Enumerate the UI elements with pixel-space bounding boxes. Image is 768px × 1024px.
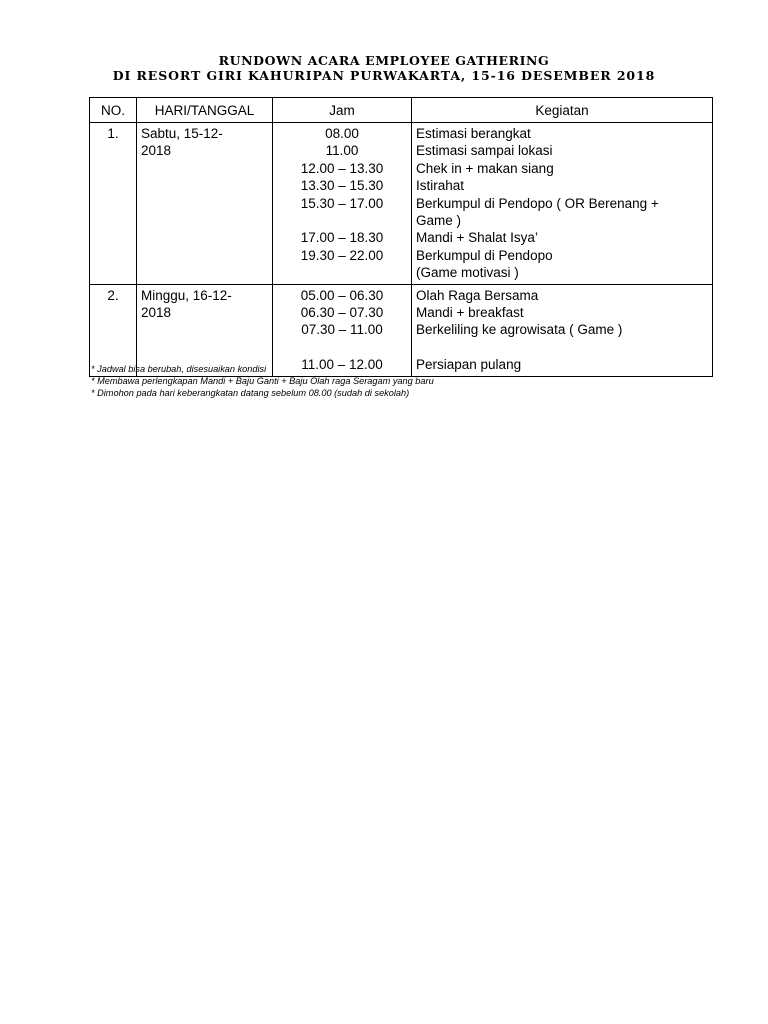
row-kegiatan xyxy=(412,123,713,285)
footnote: * Jadwal bisa berubah, disesuaikan kondisi xyxy=(91,364,267,374)
header-kegiatan: Kegiatan xyxy=(412,98,713,123)
jam-line xyxy=(277,264,407,281)
kegiatan-line: Berkumpul di Pendopo xyxy=(416,247,553,263)
kegiatan-line: Istirahat xyxy=(416,178,465,194)
kegiatan-line: Persiapan pulang xyxy=(416,357,522,373)
row-number: 1. xyxy=(90,123,137,285)
jam-line: 05.00 – 06.30 xyxy=(300,287,384,303)
kegiatan-line: Berkeliling ke agrowisata ( Game ) xyxy=(416,322,623,338)
kegiatan-line: Mandi + Shalat Isya’ xyxy=(416,230,538,246)
row-number: 2. xyxy=(90,284,137,376)
day-line: Minggu, 16-12- xyxy=(141,287,232,303)
footnote: * Membawa perlengkapan Mandi + Baju Ganti + Baju Olah raga Seragam yang baru xyxy=(91,375,434,386)
kegiatan-line: Mandi + breakfast xyxy=(416,305,524,321)
jam-line: 15.30 – 17.00 xyxy=(300,195,384,211)
kegiatan-line: Estimasi berangkat xyxy=(416,126,531,141)
kegiatan-line: Game ) xyxy=(416,213,462,229)
header-no: NO. xyxy=(90,98,137,123)
row-kegiatan xyxy=(412,284,713,376)
jam-line: 12.00 – 13.30 xyxy=(300,160,384,176)
document-title: RUNDOWN ACARA EMPLOYEE GATHERING xyxy=(218,53,550,68)
header-jam: Jam xyxy=(273,98,412,123)
footnote: * Dimohon pada hari keberangkatan datang sebelum 08.00 (sudah di sekolah) xyxy=(91,387,410,398)
row-day xyxy=(137,284,273,376)
table-header-row xyxy=(90,98,713,123)
footnotes xyxy=(91,364,434,399)
kegiatan-line: Olah Raga Bersama xyxy=(416,287,539,303)
jam-line: 17.00 – 18.30 xyxy=(300,230,384,246)
table-row xyxy=(90,123,713,285)
jam-line: 06.30 – 07.30 xyxy=(300,305,384,321)
table-row xyxy=(90,284,713,376)
document-subtitle: DI RESORT GIRI KAHURIPAN PURWAKARTA, 15-16 DESEMBER 2018 xyxy=(112,68,656,83)
jam-line: 13.30 – 15.30 xyxy=(300,178,384,194)
day-line: 2018 xyxy=(141,305,172,321)
day-line: Sabtu, 15-12- xyxy=(141,126,223,141)
kegiatan-line: Chek in + makan siang xyxy=(416,160,554,176)
jam-line: 19.30 – 22.00 xyxy=(300,247,384,263)
row-jam xyxy=(273,284,412,376)
kegiatan-line xyxy=(416,339,708,356)
row-jam xyxy=(273,123,412,285)
header-hari-tanggal: HARI/TANGGAL xyxy=(137,98,273,123)
jam-line xyxy=(277,212,407,229)
jam-line: 08.00 xyxy=(325,126,359,141)
jam-line: 11.00 – 12.00 xyxy=(301,357,383,373)
kegiatan-line: (Game motivasi ) xyxy=(416,265,519,281)
jam-line: 11.00 xyxy=(325,143,359,159)
jam-line: 07.30 – 11.00 xyxy=(301,322,383,338)
day-line: 2018 xyxy=(141,143,172,159)
row-day xyxy=(137,123,273,285)
rundown-table xyxy=(89,97,713,377)
jam-line xyxy=(277,339,407,356)
kegiatan-line: Berkumpul di Pendopo ( OR Berenang + xyxy=(416,195,659,211)
kegiatan-line: Estimasi sampai lokasi xyxy=(416,143,553,159)
